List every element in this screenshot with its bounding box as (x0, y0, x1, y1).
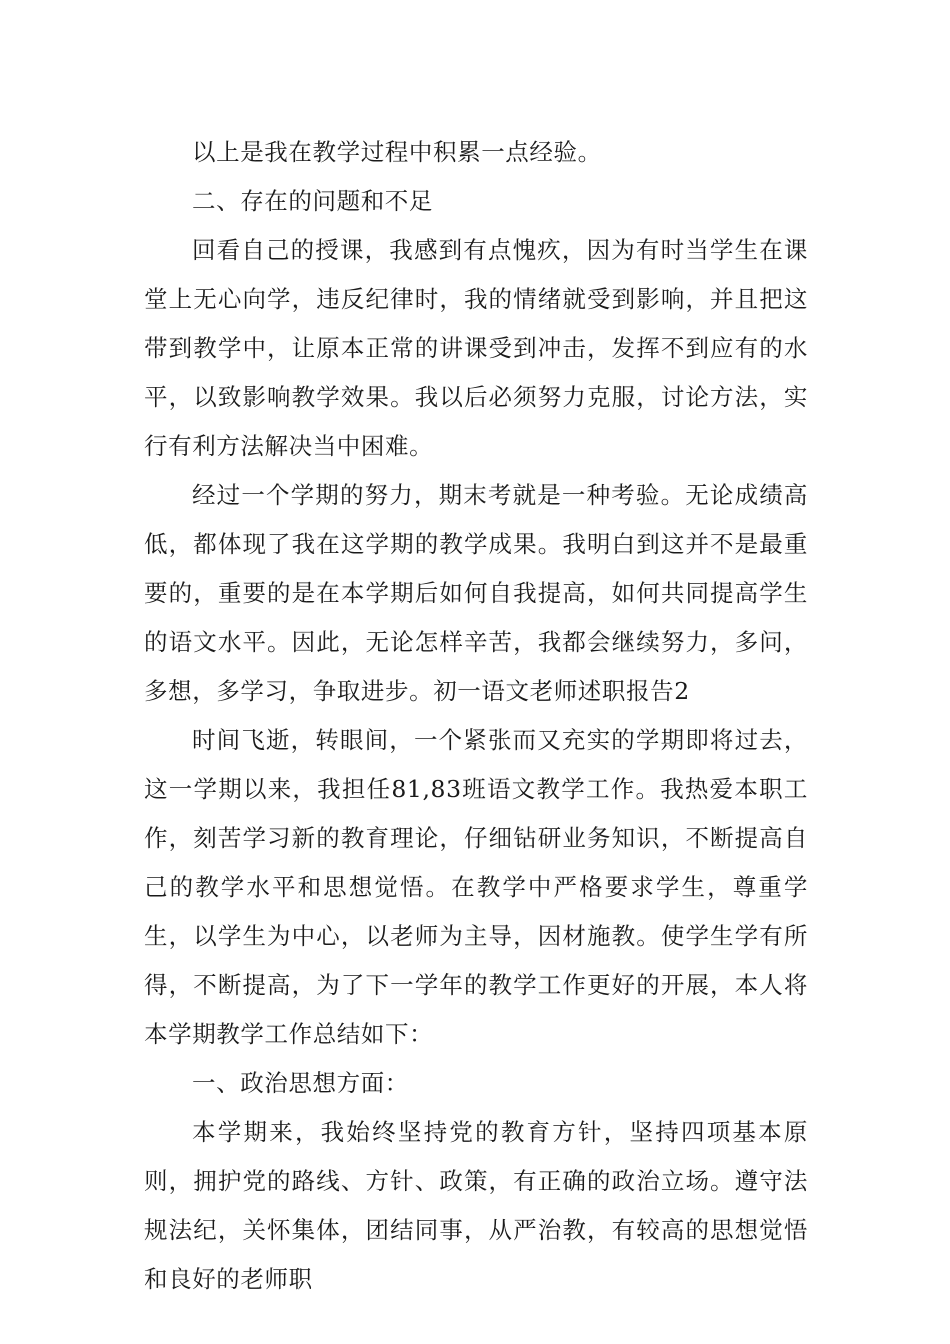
paragraph-report-intro: 时间飞逝，转眼间，一个紧张而又充实的学期即将过去，这一学期以来，我担任81,83班语文教学工作。我热爱本职工作，刻苦学习新的教育理论，仔细钻研业务知识，不断提高自己的教学水平和思想觉悟。在教学中严格要求学生，尊重学生，以学生为中心，以老师为主导，因材施教。使学生学有所得，不断提高，为了下一学年的教学工作更好的开展，本人将本学期教学工作总结如下： (144, 726, 808, 1048)
paragraph-political-thought: 本学期来，我始终坚持党的教育方针，坚持四项基本原则，拥护党的路线、方针、政策，有正确的政治立场。遵守法规法纪，关怀集体，团结同事，从严治教，有较高的思想觉悟和良好的老师职 (144, 1118, 808, 1293)
paragraph-semester-effort: 经过一个学期的努力，期末考就是一种考验。无论成绩高低，都体现了我在这学期的教学成果。我明白到这并不是最重要的，重要的是在本学期后如何自我提高，如何共同提高学生的语文水平。因此，无论怎样辛苦，我都会继续努力，多问，多想，多学习，争取进步。初一语文老师述职报告2 (144, 481, 808, 705)
paragraph-reflection: 回看自己的授课，我感到有点愧疚，因为有时当学生在课堂上无心向学，违反纪律时，我的情绪就受到影响，并且把这带到教学中，让原本正常的讲课受到冲击，发挥不到应有的水平，以致影响教学效果。我以后必须努力克服，讨论方法，实行有利方法解决当中困难。 (144, 236, 808, 460)
section-heading-problems: 二、存在的问题和不足 (192, 187, 433, 215)
section-heading-political: 一、政治思想方面： (192, 1069, 409, 1097)
paragraph-summary: 以上是我在教学过程中积累一点经验。 (192, 138, 602, 166)
document-body (144, 128, 808, 1304)
